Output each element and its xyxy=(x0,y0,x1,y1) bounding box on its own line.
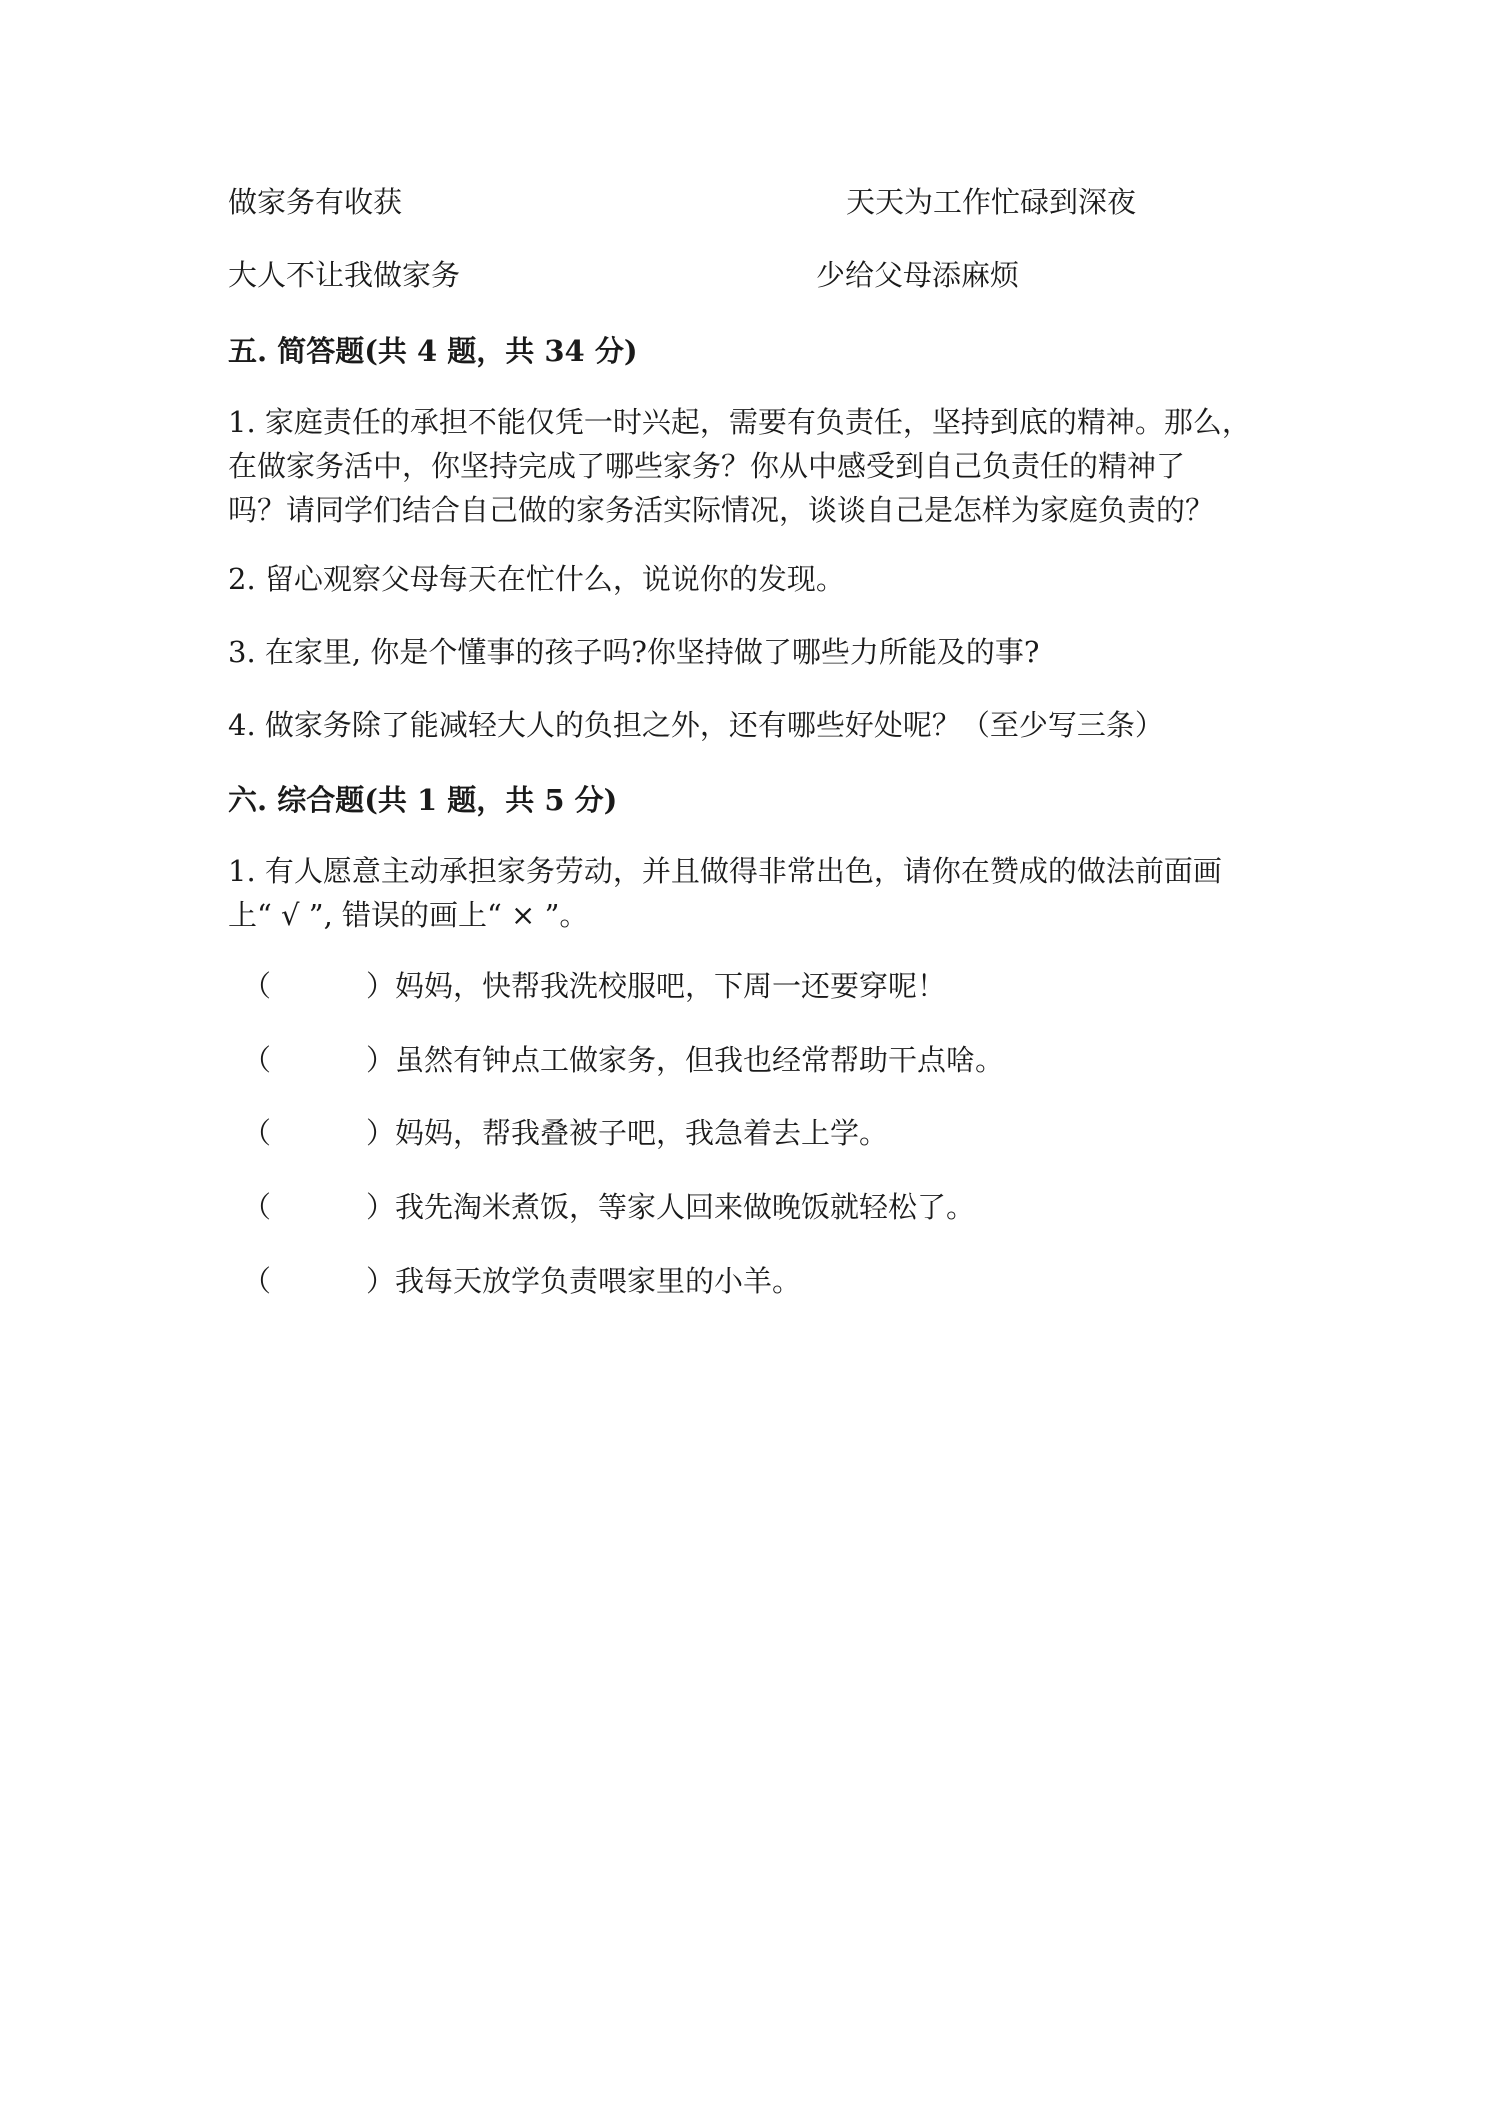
answer-blank[interactable]: （ xyxy=(242,1264,272,1298)
paren-close: ） xyxy=(366,1043,396,1077)
section-5-question-3: 3. 在家里, 你是个懂事的孩子吗?你坚持做了哪些力所能及的事? xyxy=(228,635,1040,669)
section-5-question-2: 2. 留心观察父母每天在忙什么，说说你的发现。 xyxy=(228,562,845,596)
question-text-line: 吗？请同学们结合自己做的家务活实际情况，谈谈自己是怎样为家庭负责的？ xyxy=(228,493,1215,527)
answer-blank[interactable]: （ xyxy=(242,1116,272,1150)
answer-item xyxy=(242,1259,801,1303)
paren-close: ） xyxy=(366,969,396,1003)
answer-blank[interactable]: （ xyxy=(242,1190,272,1224)
match-item-left-2: 大人不让我做家务 xyxy=(228,258,461,292)
section-6-heading: 六. 综合题(共 1 题，共 5 分) xyxy=(228,783,618,817)
answer-blank[interactable]: （ xyxy=(242,969,272,1003)
answer-item xyxy=(242,964,946,1008)
section-5-heading: 五. 简答题(共 4 题，共 34 分) xyxy=(228,334,638,368)
answer-blank[interactable]: （ xyxy=(242,1043,272,1077)
answer-item-text: 我每天放学负责喂家里的小羊。 xyxy=(395,1264,802,1298)
answer-item-text: 我先淘米煮饭，等家人回来做晚饭就轻松了。 xyxy=(395,1190,976,1224)
paren-close: ） xyxy=(366,1116,396,1150)
question-text-line: 1. 有人愿意主动承担家务劳动，并且做得非常出色，请你在赞成的做法前面画 xyxy=(228,854,1222,888)
paren-close: ） xyxy=(366,1264,396,1298)
answer-item-text: 虽然有钟点工做家务，但我也经常帮助干点啥。 xyxy=(395,1043,1005,1077)
section-5-question-1 xyxy=(228,400,1288,532)
answer-item-text: 妈妈，帮我叠被子吧，我急着去上学。 xyxy=(395,1116,889,1150)
answer-item xyxy=(242,1111,888,1155)
question-text-line: 在做家务活中，你坚持完成了哪些家务？你从中感受到自己负责任的精神了 xyxy=(228,449,1186,483)
question-text-line: 1. 家庭责任的承担不能仅凭一时兴起，需要有负责任，坚持到底的精神。那么， xyxy=(228,405,1251,439)
paren-close: ） xyxy=(366,1190,396,1224)
match-item-left-1: 做家务有收获 xyxy=(228,185,403,219)
answer-item xyxy=(242,1185,975,1229)
match-item-right-1: 天天为工作忙碌到深夜 xyxy=(846,185,1137,219)
match-item-right-2: 少给父母添麻烦 xyxy=(816,258,1020,292)
answer-item-text: 妈妈，快帮我洗校服吧，下周一还要穿呢！ xyxy=(395,969,947,1003)
question-text-line: 上“ √ ”, 错误的画上“ × ”。 xyxy=(228,898,589,932)
section-5-question-4: 4. 做家务除了能减轻大人的负担之外，还有哪些好处呢？（至少写三条） xyxy=(228,708,1164,742)
section-6-question-1 xyxy=(228,849,1288,937)
answer-item xyxy=(242,1038,1004,1082)
